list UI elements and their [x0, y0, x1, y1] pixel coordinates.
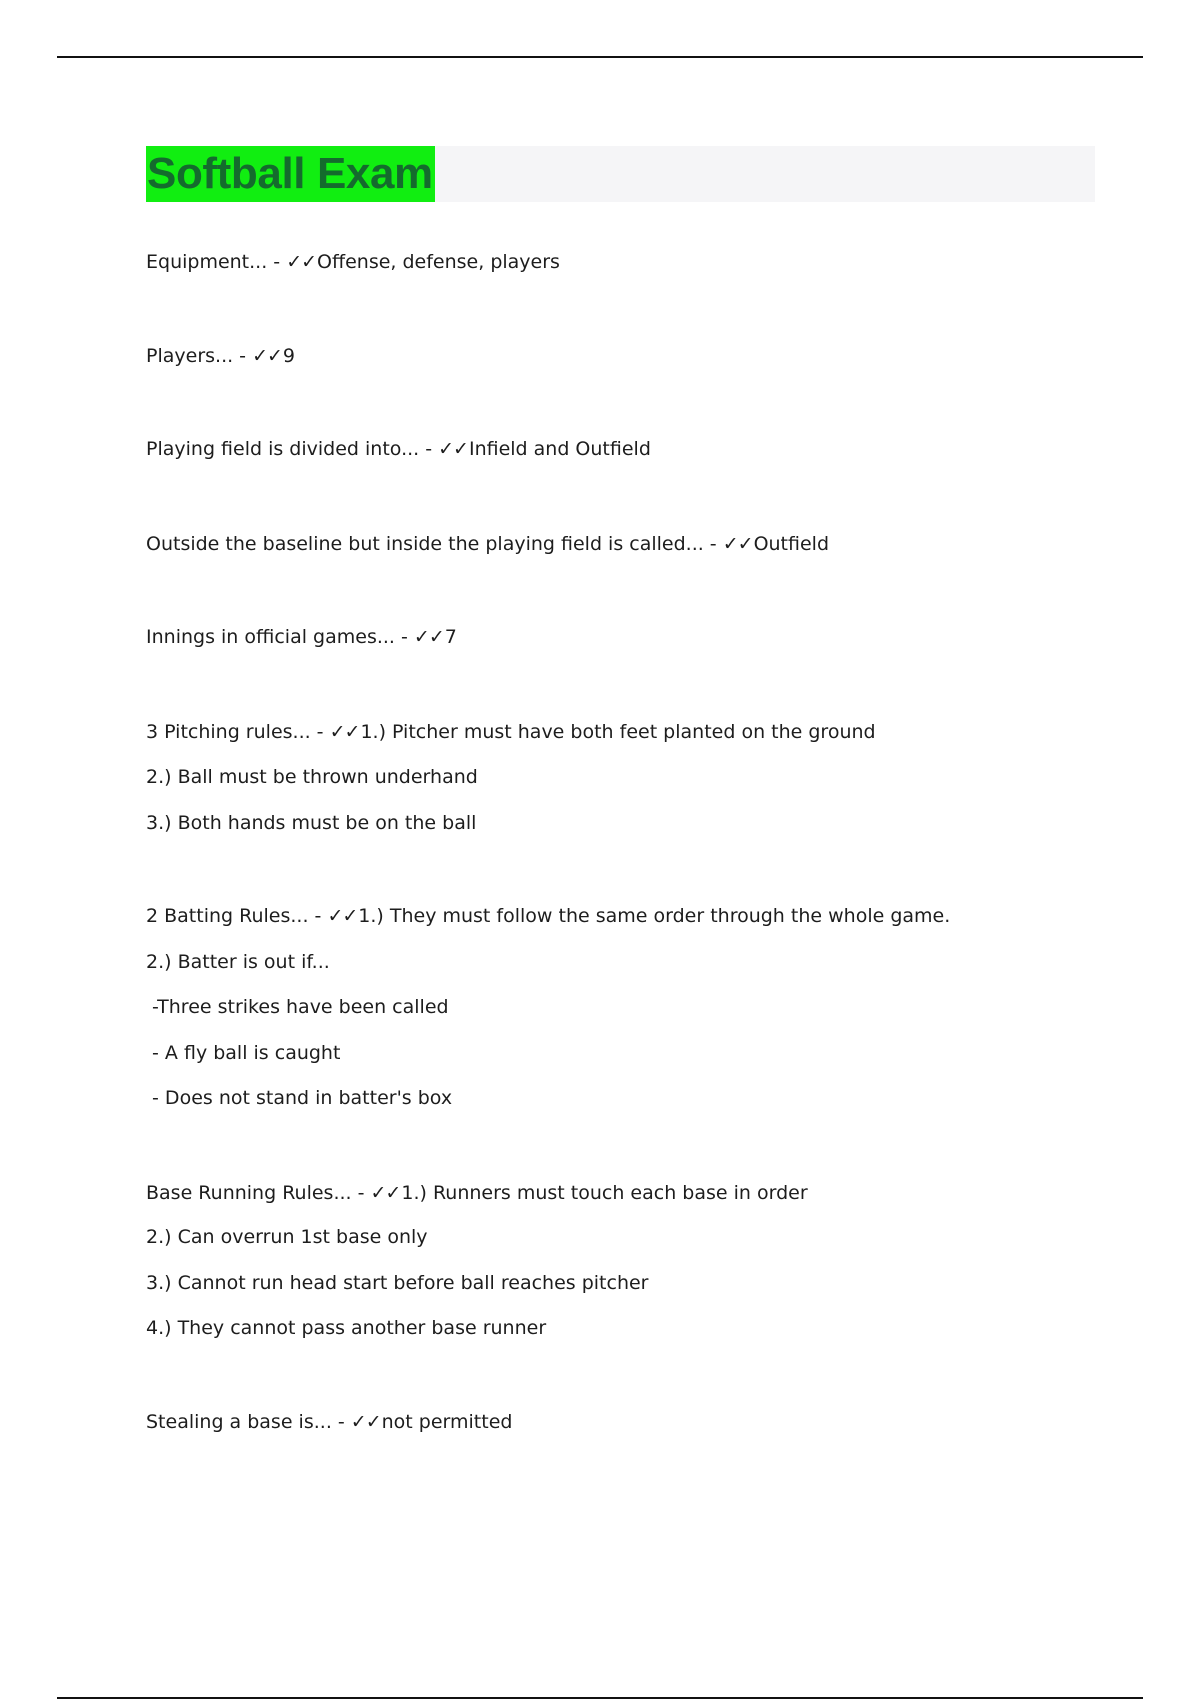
answer-continuation-line: 4.) They cannot pass another base runner [146, 1317, 547, 1339]
question-text: Playing field is divided into... - [146, 438, 439, 460]
answer-text: 9 [282, 345, 296, 367]
qa-entry-equipment [146, 250, 560, 274]
qa-entry-players [146, 344, 295, 368]
answer-continuation-line: 2.) Can overrun 1st base only [146, 1226, 428, 1248]
check-mark-icon: ✓✓ [286, 251, 317, 273]
qa-entry-pitching-rules [146, 720, 876, 744]
question-text: Stealing a base is... - [146, 1411, 351, 1433]
answer-text: 1.) Pitcher must have both feet planted on the ground [360, 721, 876, 743]
qa-entry-playing-field [146, 437, 651, 461]
check-mark-icon: ✓✓ [722, 533, 753, 555]
answer-text: Outfield [753, 533, 830, 555]
question-text: Outside the baseline but inside the playing field is called... - [146, 533, 723, 555]
check-mark-icon: ✓✓ [350, 1411, 381, 1433]
answer-continuation-line: -Three strikes have been called [146, 996, 449, 1018]
answer-text: 1.) They must follow the same order through the whole game. [358, 905, 951, 927]
question-text: Base Running Rules... - [146, 1182, 371, 1204]
answer-text: Offense, defense, players [317, 251, 560, 273]
answer-continuation-line: 2.) Batter is out if... [146, 951, 330, 973]
question-text: 3 Pitching rules... - [146, 721, 330, 743]
qa-entry-stealing-base [146, 1410, 512, 1434]
check-mark-icon: ✓✓ [370, 1182, 401, 1204]
question-text: Innings in official games... - [146, 626, 414, 648]
answer-continuation-line: - A fly ball is caught [146, 1042, 341, 1064]
answer-continuation-line: 3.) Both hands must be on the ball [146, 812, 477, 834]
answer-continuation-line: 3.) Cannot run head start before ball reaches pitcher [146, 1272, 649, 1294]
qa-entry-innings [146, 625, 457, 649]
answer-text: not permitted [381, 1411, 513, 1433]
answer-text: Infield and Outfield [468, 438, 651, 460]
page-title: Softball Exam [146, 146, 435, 202]
question-text: Players... - [146, 345, 253, 367]
bottom-rule [57, 1697, 1143, 1699]
question-text: Equipment... - [146, 251, 287, 273]
check-mark-icon: ✓✓ [329, 721, 360, 743]
check-mark-icon: ✓✓ [438, 438, 468, 460]
answer-text: 7 [444, 626, 457, 648]
qa-entry-base-running-rules [146, 1181, 808, 1205]
answer-continuation-line: 2.) Ball must be thrown underhand [146, 766, 478, 788]
qa-entry-batting-rules [146, 904, 950, 928]
top-rule [57, 56, 1143, 58]
check-mark-icon: ✓✓ [327, 905, 358, 927]
check-mark-icon: ✓✓ [413, 626, 444, 648]
answer-text: 1.) Runners must touch each base in order [401, 1182, 808, 1204]
qa-entry-outside-baseline [146, 532, 829, 556]
check-mark-icon: ✓✓ [252, 345, 282, 367]
answer-continuation-line: - Does not stand in batter's box [146, 1087, 453, 1109]
question-text: 2 Batting Rules... - [146, 905, 328, 927]
